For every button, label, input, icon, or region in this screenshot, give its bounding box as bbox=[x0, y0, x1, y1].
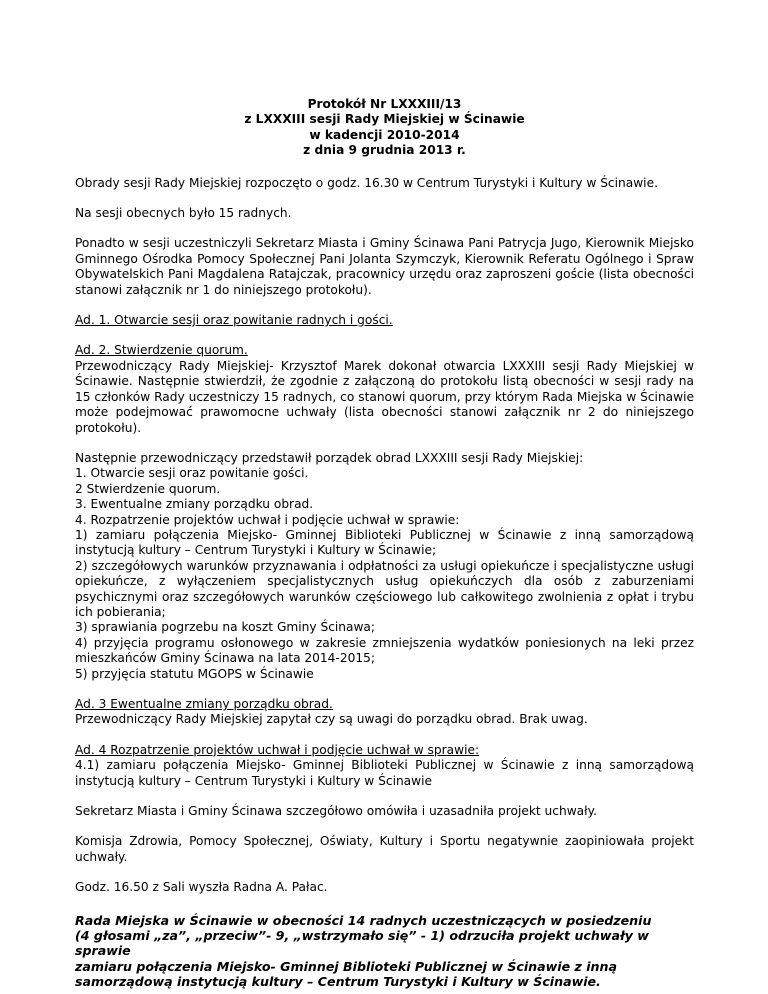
agenda-subitem-2: 2) szczegółowych warunków przyznawania i odpłatności za usługi opiekuńcze i specjalistyczne usługi opiekuńcze, z wyłączeniem specjalistycznych usług opiekuńczych dla osób z zaburzeniami psychicznymi oraz szczegółowych warunków częściowego lub całkowitego zwolnienia z opłat i trybu ich pobierania; bbox=[75, 558, 694, 619]
section-ad2 bbox=[75, 343, 694, 435]
title-line-1: Protokół Nr LXXXIII/13 bbox=[307, 97, 462, 111]
ad4-secretary-note: Sekretarz Miasta i Gminy Ścinawa szczegółowo omówiła i uzasadniła projekt uchwały. bbox=[75, 804, 597, 819]
agenda-subitem-4: 4) przyjęcia programu osłonowego w zakresie zmniejszenia wydatków poniesionych na leki przez mieszkańców Gminy Ścinawa na lata 2014-2015; bbox=[75, 635, 694, 666]
ad3-heading: Ad. 3 Ewentualne zmiany porządku obrad. bbox=[75, 697, 333, 711]
agenda-item-2: 2 Stwierdzenie quorum. bbox=[75, 481, 221, 496]
agenda-item-4: 4. Rozpatrzenie projektów uchwał i podjęcie uchwał w sprawie: bbox=[75, 512, 460, 527]
resolution-line-3: zamiaru połączenia Miejsko- Gminnej Biblioteki Publicznej w Ścinawie z inną bbox=[75, 958, 617, 974]
section-ad3 bbox=[75, 697, 694, 728]
agenda-subitem-5: 5) przyjęcia statutu MGOPS w Ścinawie bbox=[75, 666, 314, 681]
ad3-text: Przewodniczący Rady Miejskiej zapytał czy są uwagi do porządku obrad. Brak uwag. bbox=[75, 712, 588, 727]
protocol-title bbox=[75, 97, 694, 159]
ad4-text: 4.1) zamiaru połączenia Miejsko- Gminnej Biblioteki Publicznej w Ścinawie z inną samorządową instytucją kultury – Centrum Turystyki i Kultury w Ścinawie bbox=[75, 758, 694, 788]
ad4-departure-note: Godz. 16.50 z Sali wyszła Radna A. Pałac. bbox=[75, 880, 328, 895]
section-ad1 bbox=[75, 313, 694, 328]
agenda-intro: Następnie przewodniczący przedstawił porządek obrad LXXXIII sesji Rady Miejskiej: bbox=[75, 450, 584, 465]
agenda-item-3: 3. Ewentualne zmiany porządku obrad. bbox=[75, 497, 314, 512]
resolution-line-2: (4 głosami „za”, „przeciw”- 9, „wstrzymało się” - 1) odrzuciła projekt uchwały w sprawie bbox=[75, 928, 649, 959]
intro-attendance: Na sesji obecnych było 15 radnych. bbox=[75, 206, 292, 221]
agenda-subitem-3: 3) sprawiania pogrzebu na koszt Gminy Ścinawa; bbox=[75, 620, 376, 635]
section-agenda bbox=[75, 451, 694, 682]
title-line-3: w kadencji 2010-2014 bbox=[309, 127, 460, 142]
section-ad4 bbox=[75, 743, 694, 789]
ad4-heading: Ad. 4 Rozpatrzenie projektów uchwał i podjęcie uchwał w sprawie: bbox=[75, 742, 480, 757]
agenda-subitem-1: 1) zamiaru połączenia Miejsko- Gminnej Biblioteki Publicznej w Ścinawie z inną samorządową instytucją kultury – Centrum Turystyki i Kultury w Ścinawie; bbox=[75, 527, 694, 558]
resolution-line-4: samorządową instytucją kultury – Centrum Turystyki i Kultury w Ścinawie. bbox=[75, 974, 601, 990]
intro-start-time: Obrady sesji Rady Miejskiej rozpoczęto o godz. 16.30 w Centrum Turystyki i Kultury w Ścinawie. bbox=[75, 175, 658, 190]
resolution-line-1: Rada Miejska w Ścinawie w obecności 14 radnych uczestniczących w posiedzeniu bbox=[75, 912, 652, 928]
agenda-item-1: 1. Otwarcie sesji oraz powitanie gości. bbox=[75, 466, 309, 481]
resolution-statement bbox=[75, 913, 694, 990]
ad2-heading: Ad. 2. Stwierdzenie quorum. bbox=[75, 343, 248, 358]
ad2-text: Przewodniczący Rady Miejskiej- Krzysztof Marek dokonał otwarcia LXXXIII sesji Rady Miejskiej w Ścinawie. Następnie stwierdził, że zgodnie z załączoną do protokołu listą obecności w sesji rady na 15 członków Rady uczestniczy 15 radnych, co stanowi quorum, przy którym Rada Miejska w Ścinawie może podejmować prawomocne uchwały (lista obecności stanowi załącznik nr 2 do niniejszego protokołu). bbox=[75, 358, 694, 435]
title-line-4: z dnia 9 grudnia 2013 r. bbox=[303, 143, 466, 158]
ad1-heading: Ad. 1. Otwarcie sesji oraz powitanie radnych i gości. bbox=[75, 313, 393, 328]
intro-participants: Ponadto w sesji uczestniczyli Sekretarz Miasta i Gminy Ścinawa Pani Patrycja Jugo, Kierownik Miejsko Gminnego Ośrodka Pomocy Społecznej Pani Jolanta Szymczyk, Kierownik Referatu Ogólnego i Spraw Obywatelskich Pani Magdalena Ratajczak, pracownicy urzędu oraz zaproszeni goście (lista obecności stanowi załącznik nr 1 do niniejszego protokołu). bbox=[75, 236, 694, 297]
ad4-committee-opinion: Komisja Zdrowia, Pomocy Społecznej, Oświaty, Kultury i Sportu negatywnie zaopiniowała projekt uchwały. bbox=[75, 834, 694, 864]
title-line-2: z LXXXIII sesji Rady Miejskiej w Ścinawie bbox=[244, 112, 525, 127]
